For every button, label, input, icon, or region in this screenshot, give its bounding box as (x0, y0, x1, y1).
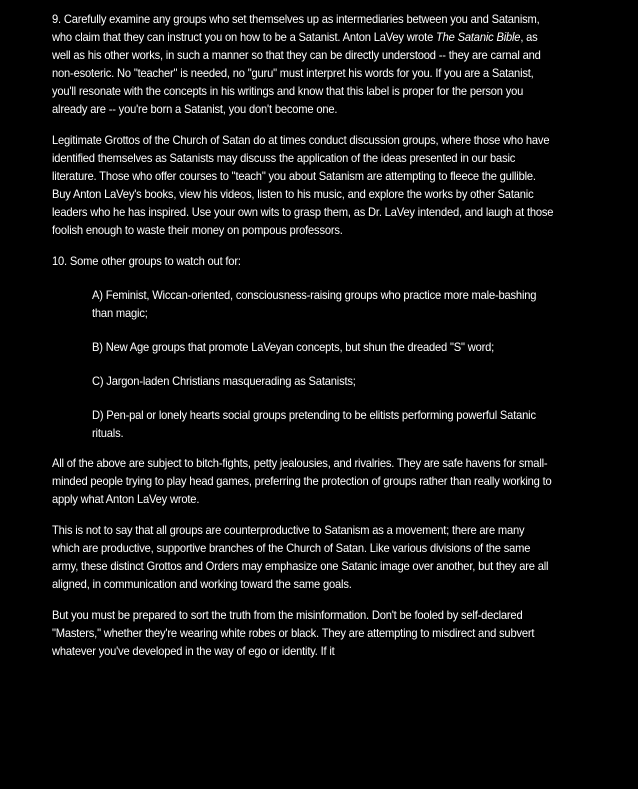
paragraph-9-text-end: , as well as his other works, in such a manner so that they can be directly understood -- they are carnal and non-esoteric. No "teacher" is needed, no "guru" must interpret his words for you. If you are a Satanist, you'll resonate with the concepts in his writings and know that this label is proper for the person you already are -- you're born a Satanist, you don't become one. (52, 30, 541, 116)
list-item-d: D) Pen-pal or lonely hearts social groups pretending to be elitists performing powerful Satanic rituals. (91, 408, 536, 440)
watch-out-list (52, 286, 554, 442)
list-item-b: B) New Age groups that promote LaVeyan concepts, but shun the dreaded "S" word; (91, 340, 495, 354)
paragraph-above: All of the above are subject to bitch-fights, petty jealousies, and rivalries. They are safe havens for small-minded people trying to play head games, preferring the protection of groups rather than really working to apply what Anton LaVey wrote. (52, 456, 552, 506)
document-page (52, 10, 554, 660)
paragraph-9-text-start: 9. Carefully examine any groups who set themselves up as intermediaries between you and Satanism, who claim that they can instruct you on how to be a Satanist. Anton LaVey wrote (52, 12, 540, 44)
paragraph-not-to-say: This is not to say that all groups are counterproductive to Satanism as a movement; there are many which are productive, supportive branches of the Church of Satan. Like various divisions of the same army, these distinct Grottos and Orders may emphasize one Satanic image over another, but they are all aligned, in communication and working toward the same goals. (52, 523, 549, 591)
list-item-c: C) Jargon-laden Christians masquerading as Satanists; (91, 374, 356, 388)
paragraph-10-heading: 10. Some other groups to watch out for: (52, 254, 241, 268)
list-item-a: A) Feminist, Wiccan-oriented, consciousness-raising groups who practice more male-bashing than magic; (91, 288, 537, 320)
paragraph-9 (52, 10, 554, 118)
book-title: The Satanic Bible (436, 30, 521, 44)
paragraph-grottos: Legitimate Grottos of the Church of Satan do at times conduct discussion groups, where those who have identified themselves as Satanists may discuss the application of the ideas presented in our basic literature. Those who offer courses to "teach" you about Satanism are attempting to fleece the gullible. Buy Anton LaVey's books, view his videos, listen to his music, and explore the works by other Satanic leaders who he has inspired. Use your own wits to grasp them, as Dr. LaVey intended, and laugh at those foolish enough to waste their money on pompous professors. (52, 133, 554, 237)
paragraph-prepared: But you must be prepared to sort the truth from the misinformation. Don't be fooled by self-declared "Masters," whether they're wearing white robes or black. They are attempting to misdirect and subvert whatever you've developed in the way of ego or identity. If it (52, 608, 535, 658)
